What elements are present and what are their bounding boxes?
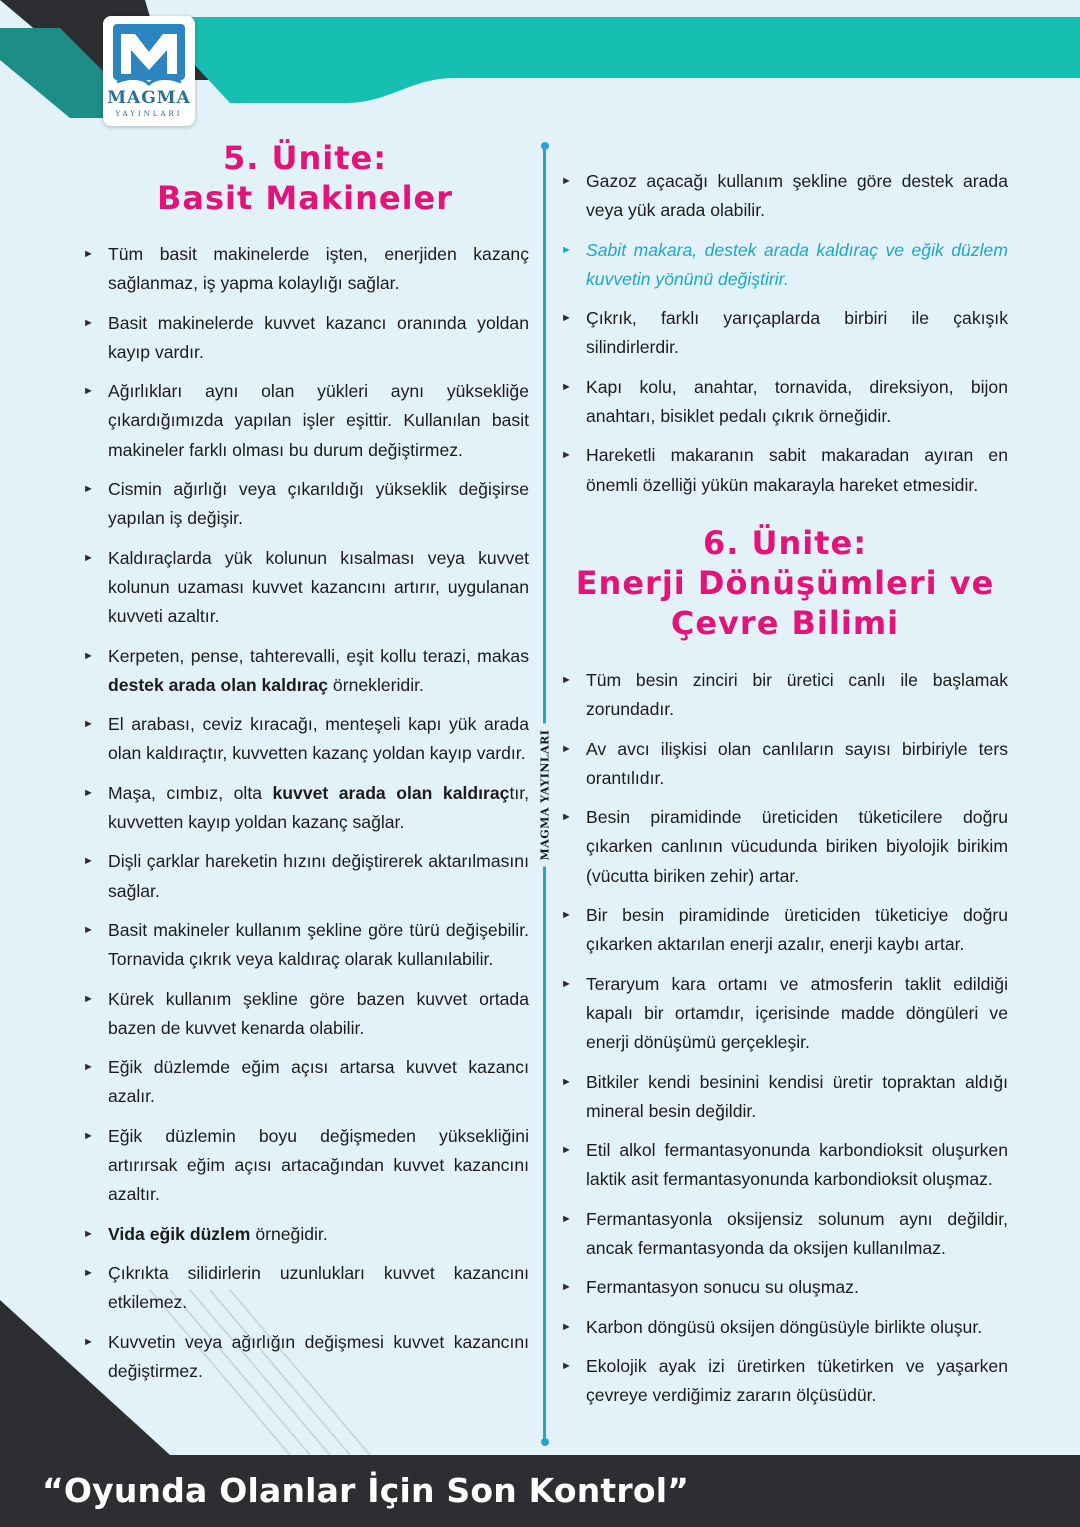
bullet-arrow-icon: ► [83,316,94,329]
bullet-arrow-icon: ► [561,380,572,393]
list-item-text: Sabit makara, destek arada kaldıraç ve eğik düzlem kuvvetin yönünü değiştirir. [586,239,1008,289]
bullet-arrow-icon: ► [561,909,572,922]
list-item-text [108,1224,328,1244]
list-item [561,167,1008,226]
unit5-list [83,240,529,1396]
bullet-arrow-icon: ► [561,1320,572,1333]
list-item-text [108,783,529,832]
unit6-list [561,666,1008,1421]
bullet-arrow-icon: ► [83,923,94,936]
list-item-text-bold: kuvvet arada olan kaldıraç [272,782,510,803]
list-item [561,304,1008,363]
list-item-text-post: örnekleridir. [328,674,424,695]
bullet-arrow-icon: ► [83,385,94,398]
divider-top-dot [541,142,549,150]
bullet-arrow-icon: ► [561,811,572,824]
bullet-arrow-icon: ► [561,243,572,256]
logo-subtext: YAYINLARI [115,110,183,118]
list-item-text: Kuvvetin veya ağırlığın değişmesi kuvvet kazancını değiştirmez. [108,1331,529,1381]
bullet-arrow-icon: ► [561,1359,572,1372]
bullet-arrow-icon: ► [83,1335,94,1348]
list-item [83,1328,529,1387]
list-item [83,544,529,632]
logo-book-icon [111,22,187,88]
list-item [83,916,529,975]
list-item-text: Besin piramidinde üreticiden tüketicilere doğru çıkarken canlının vücudunda biriken biyolojik birikim (vücutta biriken zehir) artar. [586,807,1008,886]
bullet-arrow-icon: ► [83,855,94,868]
list-item [83,710,529,769]
list-item [561,970,1008,1058]
list-item [83,377,529,465]
list-item-text: Fermantasyonla oksijensiz solunum aynı değildir, ancak fermantasyonda da oksijen kullanılmaz. [586,1208,1008,1259]
list-item [561,803,1008,891]
list-item-text: Tüm basit makinelerde işten, enerjiden kazanç sağlanmaz, iş yapma kolaylığı sağlar. [108,244,529,294]
bullet-arrow-icon: ► [83,992,94,1005]
list-item [561,441,1008,500]
list-item-text: Dişli çarklar hareketin hızını değiştirerek aktarılmasını sağlar. [108,851,529,901]
list-item-text: Etil alkol fermantasyonunda karbondioksit oluşurken laktik asit fermantasyonunda karbondioksit oluşmaz. [586,1140,1008,1190]
list-item [561,735,1008,794]
publisher-logo [103,16,195,126]
unit6-title-line1: 6. Ünite: [702,524,868,562]
list-item-text-post: örneğidir. [250,1223,328,1244]
bullet-arrow-icon: ► [561,742,572,755]
list-item-text: Teraryum kara ortamı ve atmosferin taklit edildiği kapalı bir ortamdır, içerisinde madde döngüleri ve enerji dönüşümü gerçekleşir. [586,973,1008,1053]
list-item-text: Cismin ağırlığı veya çıkarıldığı yükseklik değişirse yapılan iş değişir. [108,479,529,529]
list-item [83,779,529,838]
unit5-title-line2: Basit Makineler [156,179,454,217]
list-item-text: Av avcı ilişkisi olan canlıların sayısı birbiriyle ters orantılıdır. [586,738,1008,788]
list-item-text: Bir besin piramidinde üreticiden tüketiciye doğru çıkarken aktarılan enerji azalır, enerji kaybı artar. [586,905,1008,955]
divider-bottom-dot [541,1438,549,1446]
bullet-arrow-icon: ► [83,1061,94,1074]
bullet-arrow-icon: ► [561,1212,572,1225]
list-item-text-bold: Vida eğik düzlem [108,1223,251,1244]
unit6-title-line2: Enerji Dönüşümleri ve [575,564,995,602]
bullet-arrow-icon: ► [561,175,572,187]
bullet-arrow-icon: ► [83,1227,94,1240]
list-item [83,1259,529,1318]
list-item-text: Hareketli makaranın sabit makaradan ayıran en önemli özelliği yükün makarayla hareket etmesidir. [586,445,1008,495]
bullet-arrow-icon: ► [83,551,94,564]
bullet-arrow-icon: ► [83,1266,94,1279]
list-item-text: Gazoz açacağı kullanım şekline göre destek arada veya yük arada olabilir. [586,171,1008,221]
bullet-arrow-icon: ► [561,312,572,325]
list-item-text [108,646,529,695]
logo-text: MAGMA [107,88,191,108]
list-item [561,1136,1008,1195]
list-item [83,475,529,534]
bullet-arrow-icon: ► [561,449,572,462]
list-item [561,1352,1008,1411]
list-item-text: Ağırlıkları aynı olan yükleri aynı yüksekliğe çıkardığımızda yapılan işler eşittir. Kullanılan basit makineler farklı olması bu durum değiştirmez. [108,381,529,460]
list-item [83,1053,529,1112]
list-item [561,1205,1008,1264]
list-item [83,985,529,1044]
list-item-text: Kapı kolu, anahtar, tornavida, direksiyon, bijon anahtarı, bisiklet pedalı çıkrık örneğidir. [586,376,1008,427]
bullet-arrow-icon: ► [83,786,94,799]
unit5-title [110,138,500,218]
list-item [83,1220,529,1249]
list-item-text-pre: Maşa, cımbız, olta [108,782,273,803]
bullet-arrow-icon: ► [83,483,94,496]
list-item [561,373,1008,432]
list-item-text: Çıkrıkta silidirlerin uzunlukları kuvvet kazancını etkilemez. [108,1262,529,1313]
list-item-text: Tüm besin zinciri bir üretici canlı ile başlamak zorundadır. [586,670,1008,720]
list-item-text-pre: Kerpeten, pense, tahterevalli, eşit kollu terazi, makas [108,645,529,666]
list-item [561,236,1008,295]
bullet-arrow-icon: ► [83,649,94,662]
bullet-arrow-icon: ► [561,1281,572,1294]
list-item [83,1122,529,1210]
bullet-arrow-icon: ► [83,1129,94,1142]
list-item [561,666,1008,725]
list-item-text: El arabası, ceviz kıracağı, menteşeli kapı yük arada olan kaldıraçtır, kuvvetten kazanç yoldan kayıp vardır. [108,714,529,764]
list-item-text: Eğik düzlemin boyu değişmeden yüksekliğini artırırsak eğim açısı artacağından kuvvet kazancını azaltır. [108,1125,529,1205]
footer-title: “Oyunda Olanlar İçin Son Kontrol” [42,1471,690,1510]
list-item [83,309,529,368]
list-item-text: Kürek kullanım şekline göre bazen kuvvet ortada bazen de kuvvet kenarda olabilir. [108,988,529,1038]
list-item-text: Fermantasyon sonucu su oluşmaz. [586,1277,859,1298]
list-item [561,1313,1008,1342]
list-item-text: Eğik düzlemde eğim açısı artarsa kuvvet kazancı azalır. [108,1057,529,1107]
bullet-arrow-icon: ► [561,674,572,686]
list-item-text: Karbon döngüsü oksijen döngüsüyle birlikte oluşur. [586,1316,983,1337]
bullet-arrow-icon: ► [83,248,94,260]
list-item [83,240,529,299]
unit5-continued-list [561,167,1008,510]
unit6-title [565,523,1005,643]
list-item-text-bold: destek arada olan kaldıraç [108,674,329,695]
list-item-text: Kaldıraçlarda yük kolunun kısalması veya kuvvet kolunun uzaması kuvvet kazancını artırır, uygulanan kuvveti azaltır. [108,547,529,627]
list-item [83,642,529,701]
bullet-arrow-icon: ► [561,1144,572,1157]
bullet-arrow-icon: ► [83,718,94,731]
list-item-text: Basit makineler kullanım şekline göre türü değişebilir. Tornavida çıkrık veya kaldıraç olarak kullanılabilir. [108,919,529,970]
bullet-arrow-icon: ► [561,977,572,990]
list-item [561,901,1008,960]
list-item [561,1068,1008,1127]
unit5-title-line1: 5. Ünite: [222,139,388,177]
bullet-arrow-icon: ► [561,1075,572,1088]
unit6-title-line3: Çevre Bilimi [670,604,900,642]
spine-text: MAGMA YAYINLARI [539,724,552,867]
list-item-text: Basit makinelerde kuvvet kazancı oranında yoldan kayıp vardır. [108,312,529,362]
list-item-text-post: tır, kuvvetten kayıp yoldan kazanç sağlar. [108,782,529,833]
list-item [561,1273,1008,1302]
list-item-text: Bitkiler kendi besinini kendisi üretir topraktan aldığı mineral besin değildir. [586,1071,1008,1121]
list-item [83,847,529,906]
list-item-text: Ekolojik ayak izi üretirken tüketirken ve yaşarken çevreye verdiğimiz zararın ölçüsüdür. [586,1355,1008,1406]
list-item-text: Çıkrık, farklı yarıçaplarda birbiri ile çakışık silindirlerdir. [586,308,1008,358]
